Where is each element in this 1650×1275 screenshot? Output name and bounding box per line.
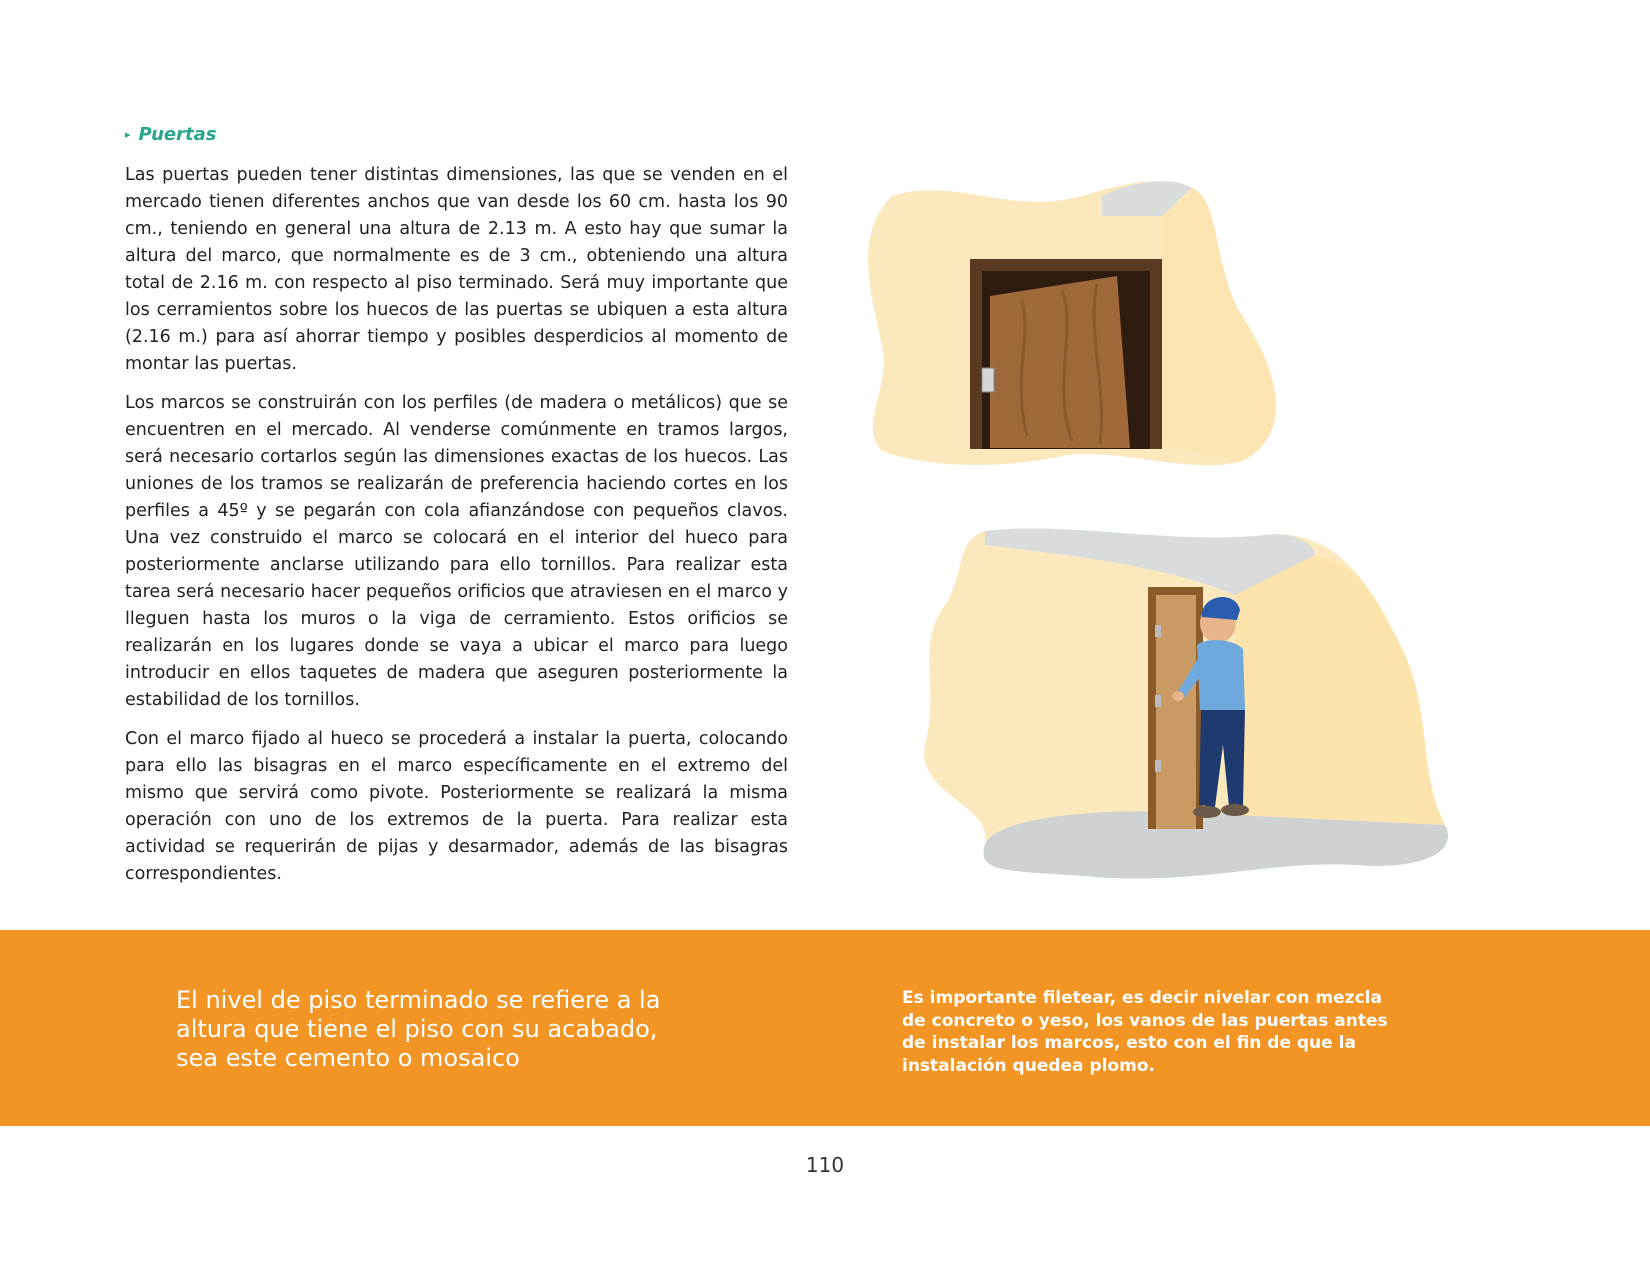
paragraph-1: Las puertas pueden tener distintas dimensiones, las que se venden en el mercado tienen diferentes anchos que van desde los 60 cm. hasta los 90 cm., teniendo en general una altura de 2.13 m. A esto hay que sumar la altura del marco, que normalmente es de 3 cm., obteniendo una altura total de 2.16 m. con respecto al piso terminado. Será muy importante que los cerramientos sobre los huecos de las puertas se ubiquen a esta altura (2.16 m.) para así ahorrar tiempo y posibles desperdicios al momento de montar las puertas. xyxy=(125,165,788,374)
info-band xyxy=(0,930,1650,1126)
band-definition-text: El nivel de piso terminado se refiere a la altura que tiene el piso con su acabado, sea este cemento o mosaico xyxy=(176,986,661,1072)
wall-side-shade xyxy=(1162,188,1276,461)
door-opening xyxy=(1156,595,1196,829)
page-number: 110 xyxy=(805,1153,845,1177)
worker-shirt xyxy=(1197,640,1245,710)
worker-shoe xyxy=(1193,806,1221,818)
hinge-icon xyxy=(1155,625,1161,637)
door-illustration xyxy=(862,176,1304,476)
band-tip-text: Es importante filetear, es decir nivelar con mezcla de concreto o yeso, los vanos de las puertas antes de instalar los marcos, esto con el fin de que la instalación quedea plomo. xyxy=(902,988,1388,1076)
hinge-icon xyxy=(982,368,994,392)
section-heading xyxy=(125,124,216,145)
right-wall xyxy=(1235,555,1445,825)
door-leaf xyxy=(990,276,1130,448)
hinge-icon xyxy=(1155,695,1161,707)
paragraph-2: Los marcos se construirán con los perfiles (de madera o metálicos) que se encuentren en el mercado. Al venderse comúnmente en tramos largos, será necesario cortarlos según las dimensiones exactas de los huecos. Las uniones de los tramos se realizarán de preferencia haciendo cortes en los perfiles a 45º y se pegarán con cola afianzándose con pequeños clavos. Una vez construido el marco se colocará en el interior del hueco para posteriormente anclarse utilizando para ello tornillos. Para realizar esta tarea será necesario hacer pequeños orificios que atraviesen en el marco y lleguen hasta los muros o la viga de cerramiento. Estos orificios se realizarán en los lugares donde se vaya a ubicar el marco para luego introducir en ellos taquetes de madera que aseguren posteriormente la estabilidad de los tornillos. xyxy=(125,393,788,710)
triangle-bullet-icon: ▸ xyxy=(125,128,131,141)
worker-shoe xyxy=(1221,804,1249,816)
worker-hand xyxy=(1172,691,1184,701)
hinge-icon xyxy=(1155,760,1161,772)
worker-illustration xyxy=(915,525,1455,905)
paragraph-3: Con el marco fijado al hueco se procederá a instalar la puerta, colocando para ello las bisagras en el marco específicamente en el extremo del mismo que servirá como pivote. Posteriormente se realizará la misma operación con uno de los extremos de la puerta. Para realizar esta actividad se requerirán de pijas y desarmador, además de las bisagras correspondientes. xyxy=(125,729,788,884)
body-text xyxy=(125,162,788,900)
section-heading-label: Puertas xyxy=(138,124,217,145)
